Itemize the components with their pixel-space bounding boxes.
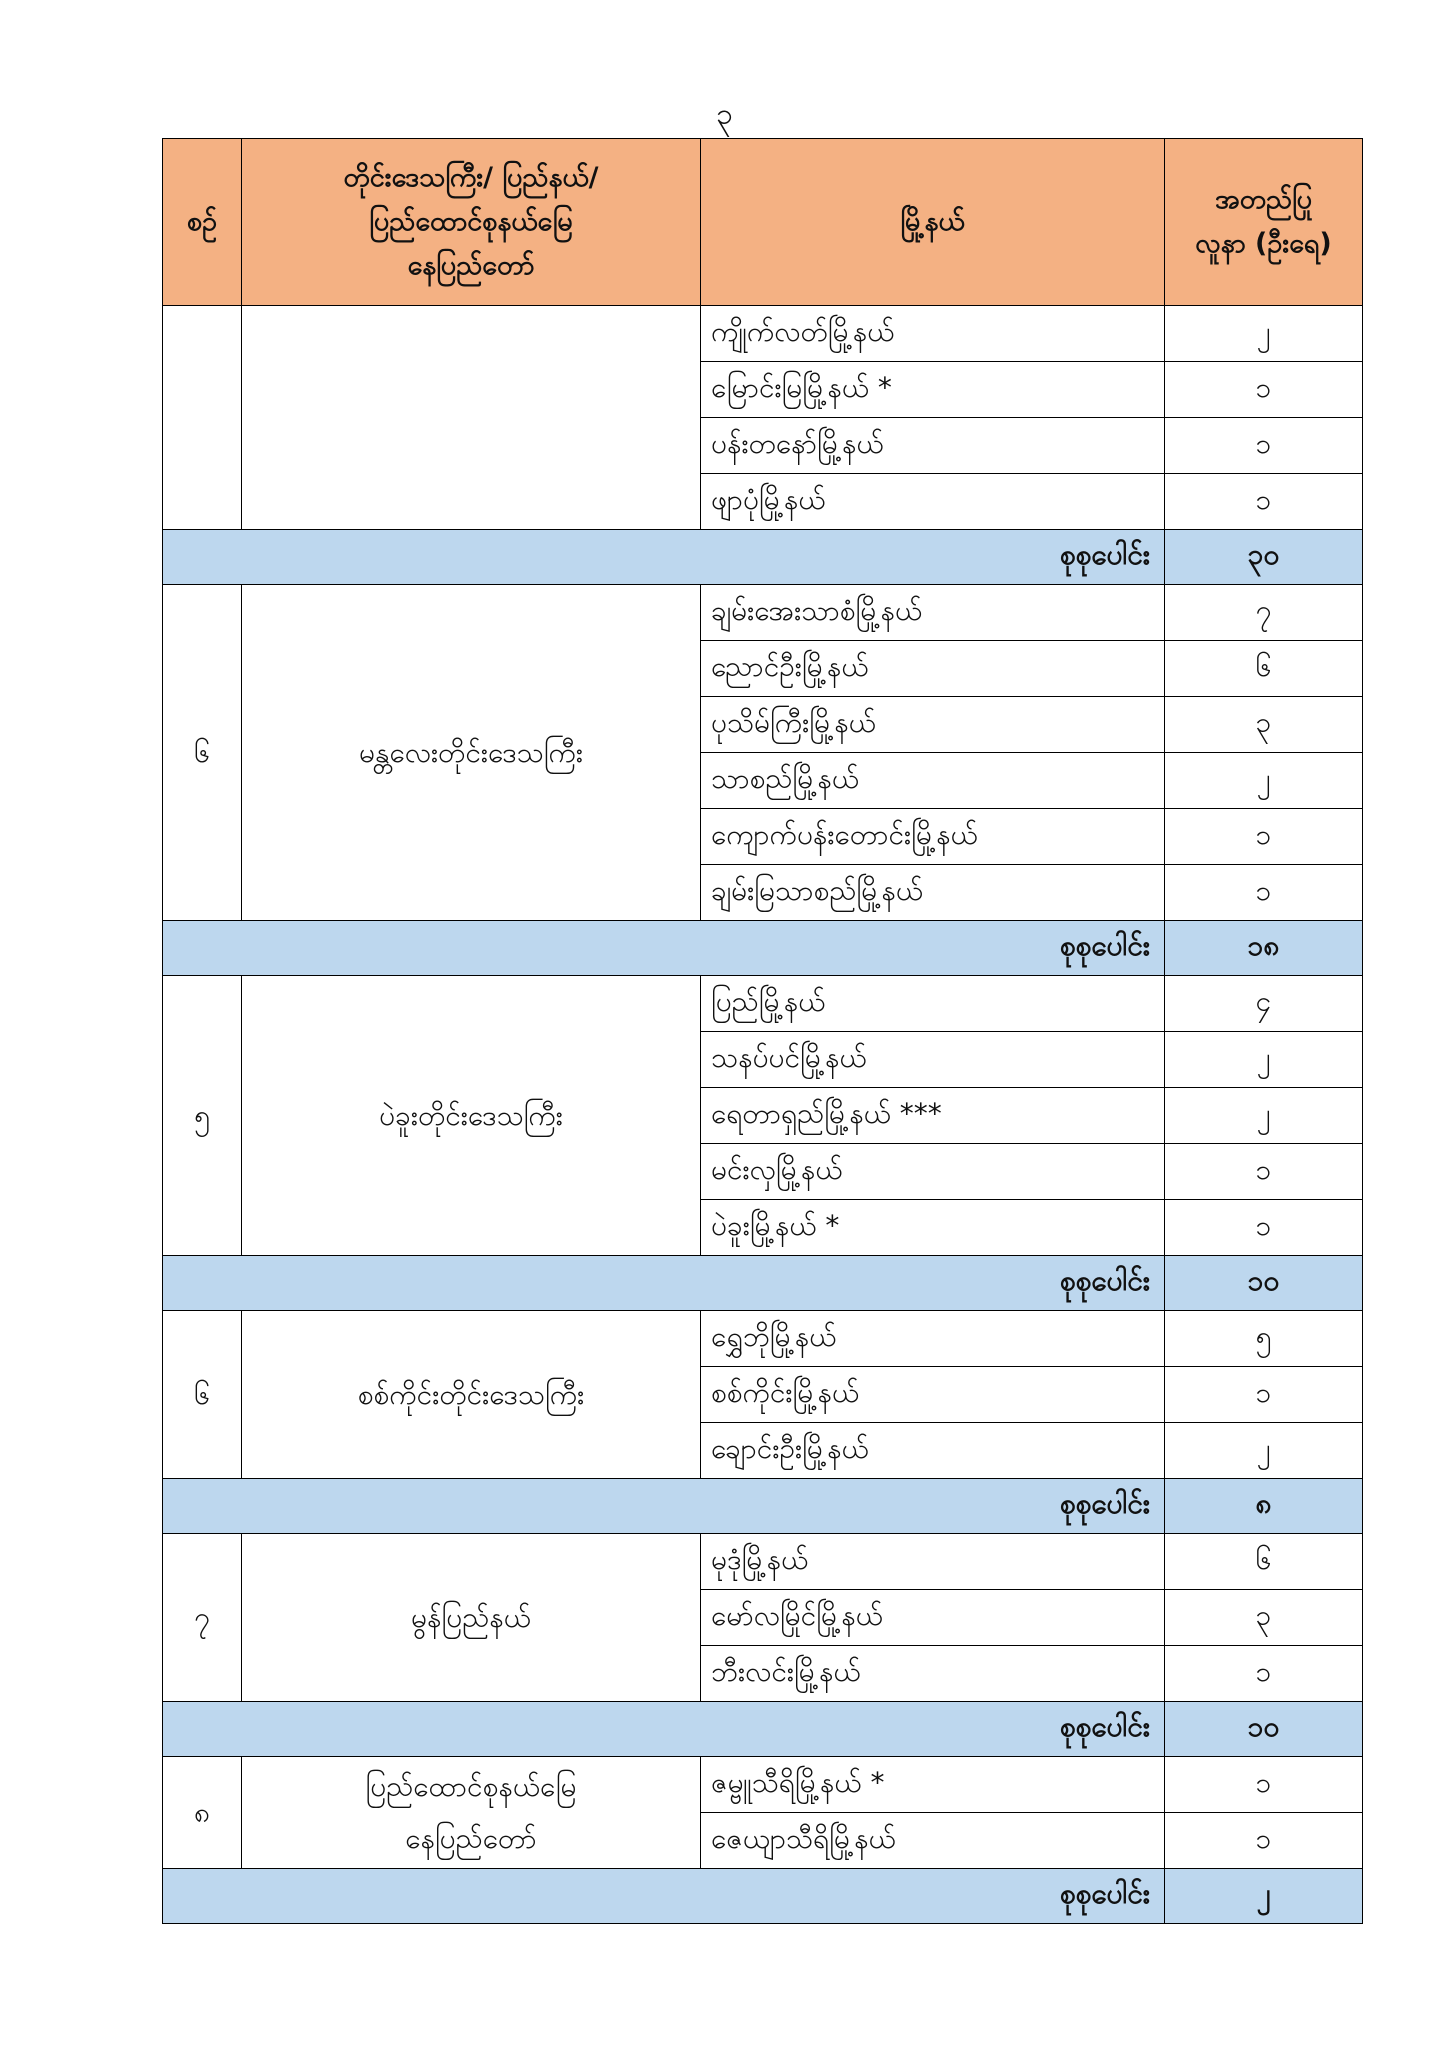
township-cell: ချမ်းမြသာစည်မြို့နယ် — [701, 865, 1165, 921]
header-township: မြို့နယ် — [701, 139, 1165, 306]
count-cell: ၆ — [1165, 641, 1363, 697]
subtotal-label: စုစုပေါင်း — [163, 1479, 1165, 1534]
count-cell: ၃ — [1165, 1590, 1363, 1646]
count-cell: ၁ — [1165, 362, 1363, 418]
page-number: ၃ — [716, 97, 733, 132]
subtotal-label: စုစုပေါင်း — [163, 921, 1165, 976]
table-row — [163, 1534, 1363, 1590]
subtotal-label: စုစုပေါင်း — [163, 530, 1165, 585]
count-cell: ၂ — [1165, 1088, 1363, 1144]
table-row — [163, 1311, 1363, 1367]
township-cell: ပန်းတနော်မြို့နယ် — [701, 418, 1165, 474]
count-cell: ၁ — [1165, 1646, 1363, 1702]
subtotal-label: စုစုပေါင်း — [163, 1256, 1165, 1311]
count-cell: ၂ — [1165, 1423, 1363, 1479]
group-region: မွန်ပြည်နယ် — [242, 1534, 701, 1702]
township-cell: ဇေယျာသီရိမြို့နယ် — [701, 1813, 1165, 1869]
township-cell: မြောင်းမြမြို့နယ် * — [701, 362, 1165, 418]
subtotal-row — [163, 530, 1363, 585]
subtotal-row — [163, 1869, 1363, 1924]
count-cell: ၇ — [1165, 585, 1363, 641]
count-cell: ၁ — [1165, 1367, 1363, 1423]
group-number: ၇ — [163, 1534, 242, 1702]
township-cell: ကျောက်ပန်းတောင်းမြို့နယ် — [701, 809, 1165, 865]
township-cell: ဇမ္ဗူသီရိမြို့နယ် * — [701, 1757, 1165, 1813]
count-cell: ၅ — [1165, 1311, 1363, 1367]
subtotal-label: စုစုပေါင်း — [163, 1702, 1165, 1757]
group-region: မန္တလေးတိုင်းဒေသကြီး — [242, 585, 701, 921]
table-row — [163, 585, 1363, 641]
table-row — [163, 306, 1363, 362]
table-row — [163, 976, 1363, 1032]
count-cell: ၁ — [1165, 418, 1363, 474]
township-cell: မင်းလှမြို့နယ် — [701, 1144, 1165, 1200]
count-cell: ၂ — [1165, 306, 1363, 362]
group-region: ပဲခူးတိုင်းဒေသကြီး — [242, 976, 701, 1256]
subtotal-row — [163, 1702, 1363, 1757]
township-cell: စစ်ကိုင်းမြို့နယ် — [701, 1367, 1165, 1423]
group-region: ပြည်ထောင်စုနယ်မြေ နေပြည်တော် — [242, 1757, 701, 1869]
count-cell: ၄ — [1165, 976, 1363, 1032]
group-number: ၆ — [163, 1311, 242, 1479]
header-count-line2: လူနာ (ဦးရေ) — [1195, 228, 1332, 259]
header-region — [242, 139, 701, 306]
township-cell: ဘီးလင်းမြို့နယ် — [701, 1646, 1165, 1702]
header-region-line1: တိုင်းဒေသကြီး/ ပြည်နယ်/ — [343, 162, 599, 193]
township-cell: ကျိုက်လတ်မြို့နယ် — [701, 306, 1165, 362]
count-cell: ၁ — [1165, 474, 1363, 530]
township-cell: သနပ်ပင်မြို့နယ် — [701, 1032, 1165, 1088]
subtotal-value: ၁၈ — [1165, 921, 1363, 976]
header-region-line2: ပြည်ထောင်စုနယ်မြေ — [369, 206, 573, 237]
subtotal-row — [163, 1479, 1363, 1534]
township-cell: ချမ်းအေးသာစံမြို့နယ် — [701, 585, 1165, 641]
table-row — [163, 1757, 1363, 1813]
subtotal-value: ၁၀ — [1165, 1702, 1363, 1757]
township-cell: ညောင်ဦးမြို့နယ် — [701, 641, 1165, 697]
township-cell: ရွှေဘိုမြို့နယ် — [701, 1311, 1165, 1367]
count-cell: ၂ — [1165, 1032, 1363, 1088]
subtotal-row — [163, 1256, 1363, 1311]
count-cell: ၂ — [1165, 753, 1363, 809]
header-count-line1: အတည်ပြု — [1214, 184, 1313, 215]
group-number: ၆ — [163, 585, 242, 921]
group-number: ၅ — [163, 976, 242, 1256]
subtotal-row — [163, 921, 1363, 976]
header-region-line3: နေပြည်တော် — [407, 250, 535, 281]
table-body — [163, 306, 1363, 1924]
township-cell: ပုသိမ်ကြီးမြို့နယ် — [701, 697, 1165, 753]
count-cell: ၁ — [1165, 1200, 1363, 1256]
count-cell: ၁ — [1165, 1813, 1363, 1869]
count-cell: ၆ — [1165, 1534, 1363, 1590]
count-cell: ၁ — [1165, 865, 1363, 921]
group-region — [242, 306, 701, 530]
township-cell: ပြည်မြို့နယ် — [701, 976, 1165, 1032]
township-cell: ရေတာရှည်မြို့နယ် *** — [701, 1088, 1165, 1144]
count-cell: ၃ — [1165, 697, 1363, 753]
table-header — [163, 139, 1363, 306]
subtotal-value: ၂ — [1165, 1869, 1363, 1924]
group-number — [163, 306, 242, 530]
subtotal-value: ၈ — [1165, 1479, 1363, 1534]
township-cell: ဖျာပုံမြို့နယ် — [701, 474, 1165, 530]
township-cell: ချောင်းဦးမြို့နယ် — [701, 1423, 1165, 1479]
township-cell: ပဲခူးမြို့နယ် * — [701, 1200, 1165, 1256]
count-cell: ၁ — [1165, 1757, 1363, 1813]
township-cell: မော်လမြိုင်မြို့နယ် — [701, 1590, 1165, 1646]
confirmed-cases-table — [162, 138, 1363, 1924]
count-cell: ၁ — [1165, 809, 1363, 865]
township-cell: သာစည်မြို့နယ် — [701, 753, 1165, 809]
subtotal-value: ၁၀ — [1165, 1256, 1363, 1311]
subtotal-value: ၃၀ — [1165, 530, 1363, 585]
subtotal-label: စုစုပေါင်း — [163, 1869, 1165, 1924]
header-count — [1165, 139, 1363, 306]
group-number: ၈ — [163, 1757, 242, 1869]
count-cell: ၁ — [1165, 1144, 1363, 1200]
group-region: စစ်ကိုင်းတိုင်းဒေသကြီး — [242, 1311, 701, 1479]
header-no: စဉ် — [163, 139, 242, 306]
township-cell: မုဒုံမြို့နယ် — [701, 1534, 1165, 1590]
